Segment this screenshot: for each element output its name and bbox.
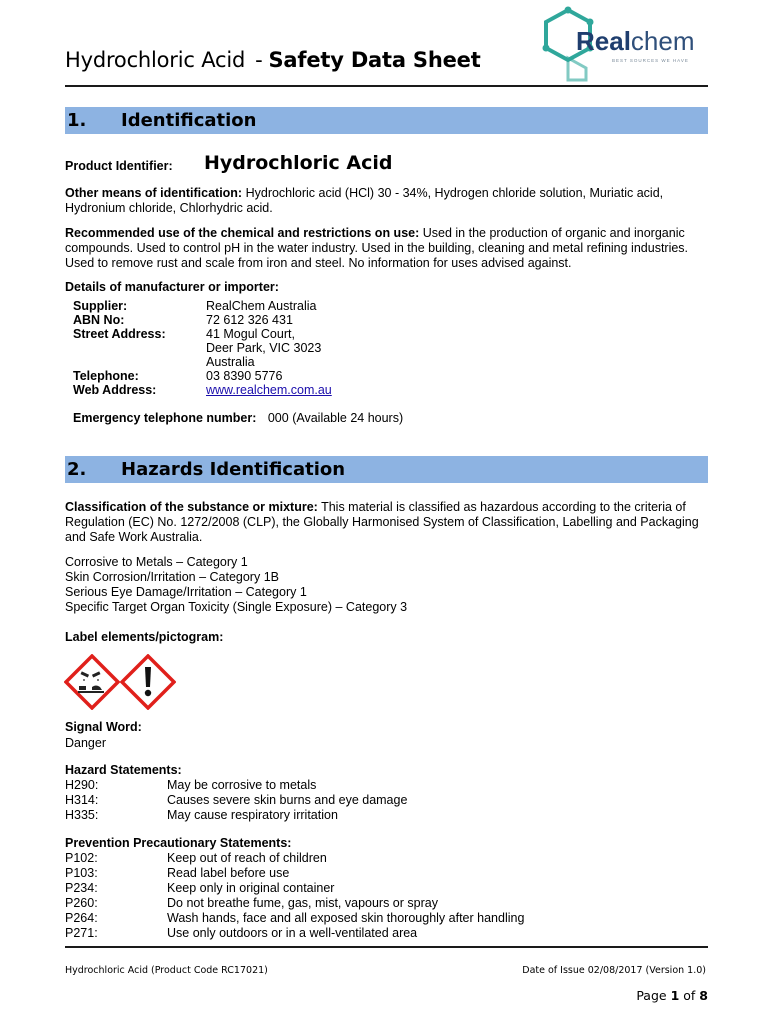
emergency-value: 000 (Available 24 hours) xyxy=(267,411,404,425)
telephone-value: 03 8390 5776 xyxy=(206,369,283,383)
web-label: Web Address: xyxy=(73,383,157,397)
statement-code: H314: xyxy=(65,793,99,807)
list-item xyxy=(65,926,625,941)
page-prefix: Page xyxy=(636,988,667,1003)
corrosion-pictogram-icon xyxy=(66,656,118,708)
list-item xyxy=(65,808,565,823)
logo-text-bold: Real xyxy=(576,26,631,56)
street-line-2: Deer Park, VIC 3023 xyxy=(206,341,322,355)
signal-word-value: Danger xyxy=(65,736,106,750)
page-of: of xyxy=(683,988,696,1003)
list-item: Corrosive to Metals – Category 1 xyxy=(65,555,248,569)
supplier-label: Supplier: xyxy=(73,299,128,313)
list-item xyxy=(65,793,565,808)
list-item xyxy=(65,896,625,911)
list-item: Skin Corrosion/Irritation – Category 1B xyxy=(65,570,279,584)
list-item xyxy=(65,851,625,866)
title-bold: Safety Data Sheet xyxy=(268,48,481,72)
product-identifier-label: Product Identifier: xyxy=(65,159,173,173)
statement-code: P234: xyxy=(65,881,98,895)
statement-text: Causes severe skin burns and eye damage xyxy=(167,793,408,807)
section-1-heading xyxy=(65,107,708,134)
logo-text-light: chem xyxy=(630,26,695,56)
statement-text: Keep only in original container xyxy=(167,881,335,895)
list-item xyxy=(65,911,625,926)
title-separator: - xyxy=(255,48,263,72)
signal-word-label: Signal Word: xyxy=(65,720,142,734)
classification-paragraph xyxy=(65,500,710,545)
logo-tagline: BEST SOURCES WE HAVE xyxy=(612,58,689,63)
hexagon-logo-icon xyxy=(540,6,715,82)
classification-value: This material is classified as hazardous according to the criteria of Regulation (EC) No. 1272/2008 (CLP), the Globally Harmonised System of Classification, Labelling and Packaging and Safe Work Australia. xyxy=(65,500,699,544)
hazard-statements-list xyxy=(65,778,565,823)
statement-text: Keep out of reach of children xyxy=(167,851,327,865)
list-item: Specific Target Organ Toxicity (Single Exposure) – Category 3 xyxy=(65,600,408,614)
statement-text: Do not breathe fume, gas, mist, vapours or spray xyxy=(167,896,438,910)
street-line-3: Australia xyxy=(206,355,255,369)
footer-product-code: Hydrochloric Acid (Product Code RC17021) xyxy=(65,965,268,976)
ghs-pictograms xyxy=(64,654,176,710)
manufacturer-details xyxy=(73,299,473,399)
statement-code: H335: xyxy=(65,808,99,822)
page-total: 8 xyxy=(699,988,708,1003)
statement-code: P271: xyxy=(65,926,98,940)
footer-issue-date: Date of Issue 02/08/2017 (Version 1.0) xyxy=(522,965,706,976)
hazard-statements-label: Hazard Statements: xyxy=(65,763,182,777)
statement-code: P260: xyxy=(65,896,98,910)
document-title xyxy=(65,48,481,72)
product-identifier-value: Hydrochloric Acid xyxy=(204,152,393,174)
section-2-title: Hazards Identification xyxy=(121,459,346,480)
section-2-heading xyxy=(65,456,708,483)
emergency-row xyxy=(73,411,403,426)
other-means-paragraph xyxy=(65,186,710,216)
statement-code: P264: xyxy=(65,911,98,925)
realchem-logo xyxy=(540,6,715,82)
statement-text: May be corrosive to metals xyxy=(167,778,317,792)
supplier-value: RealChem Australia xyxy=(206,299,317,313)
abn-value: 72 612 326 431 xyxy=(206,313,293,327)
prevention-label: Prevention Precautionary Statements: xyxy=(65,836,292,850)
manufacturer-label: Details of manufacturer or importer: xyxy=(65,280,279,294)
recommended-use-label: Recommended use of the chemical and restrictions on use: xyxy=(65,226,420,240)
classification-label: Classification of the substance or mixture: xyxy=(65,500,318,514)
list-item xyxy=(65,881,625,896)
section-1-number: 1. xyxy=(67,110,87,131)
header-rule xyxy=(65,85,708,87)
recommended-use-paragraph xyxy=(65,226,710,271)
street-label: Street Address: xyxy=(73,327,166,341)
other-means-value: Hydrochloric acid (HCl) 30 - 34%, Hydrogen chloride solution, Muriatic acid, Hydronium chloride, Chlorhydric acid. xyxy=(65,186,664,215)
abn-label: ABN No: xyxy=(73,313,125,327)
page-indicator xyxy=(636,988,708,1003)
hazard-categories-list xyxy=(65,555,407,615)
statement-code: P103: xyxy=(65,866,98,880)
page-current: 1 xyxy=(670,988,680,1003)
list-item xyxy=(65,866,625,881)
footer-rule xyxy=(65,946,708,948)
section-1-title: Identification xyxy=(121,110,257,131)
other-means-label: Other means of identification: xyxy=(65,186,243,200)
recommended-use-value: Used in the production of organic and inorganic compounds. Used to control pH in the water industry. Used in the building, cleaning and metal refining industries. Used to remove rust and scale from iron and steel. No information for uses advised against. xyxy=(65,226,689,270)
statement-text: Wash hands, face and all exposed skin thoroughly after handling xyxy=(167,911,525,925)
prevention-statements-list xyxy=(65,851,625,941)
list-item xyxy=(65,778,565,793)
svg-text:Realchem xyxy=(576,26,695,56)
section-2-number: 2. xyxy=(67,459,87,480)
statement-text: Use only outdoors or in a well-ventilated area xyxy=(167,926,418,940)
statement-text: May cause respiratory irritation xyxy=(167,808,338,822)
emergency-label: Emergency telephone number: xyxy=(73,411,257,425)
label-elements-label: Label elements/pictogram: xyxy=(65,630,224,644)
statement-code: P102: xyxy=(65,851,98,865)
street-line-1: 41 Mogul Court, xyxy=(206,327,295,341)
list-item: Serious Eye Damage/Irritation – Category 1 xyxy=(65,585,307,599)
telephone-label: Telephone: xyxy=(73,369,139,383)
web-address-link[interactable]: www.realchem.com.au xyxy=(206,383,332,397)
statement-text: Read label before use xyxy=(167,866,290,880)
exclamation-pictogram-icon xyxy=(122,656,174,708)
statement-code: H290: xyxy=(65,778,99,792)
title-main: Hydrochloric Acid xyxy=(65,48,246,72)
